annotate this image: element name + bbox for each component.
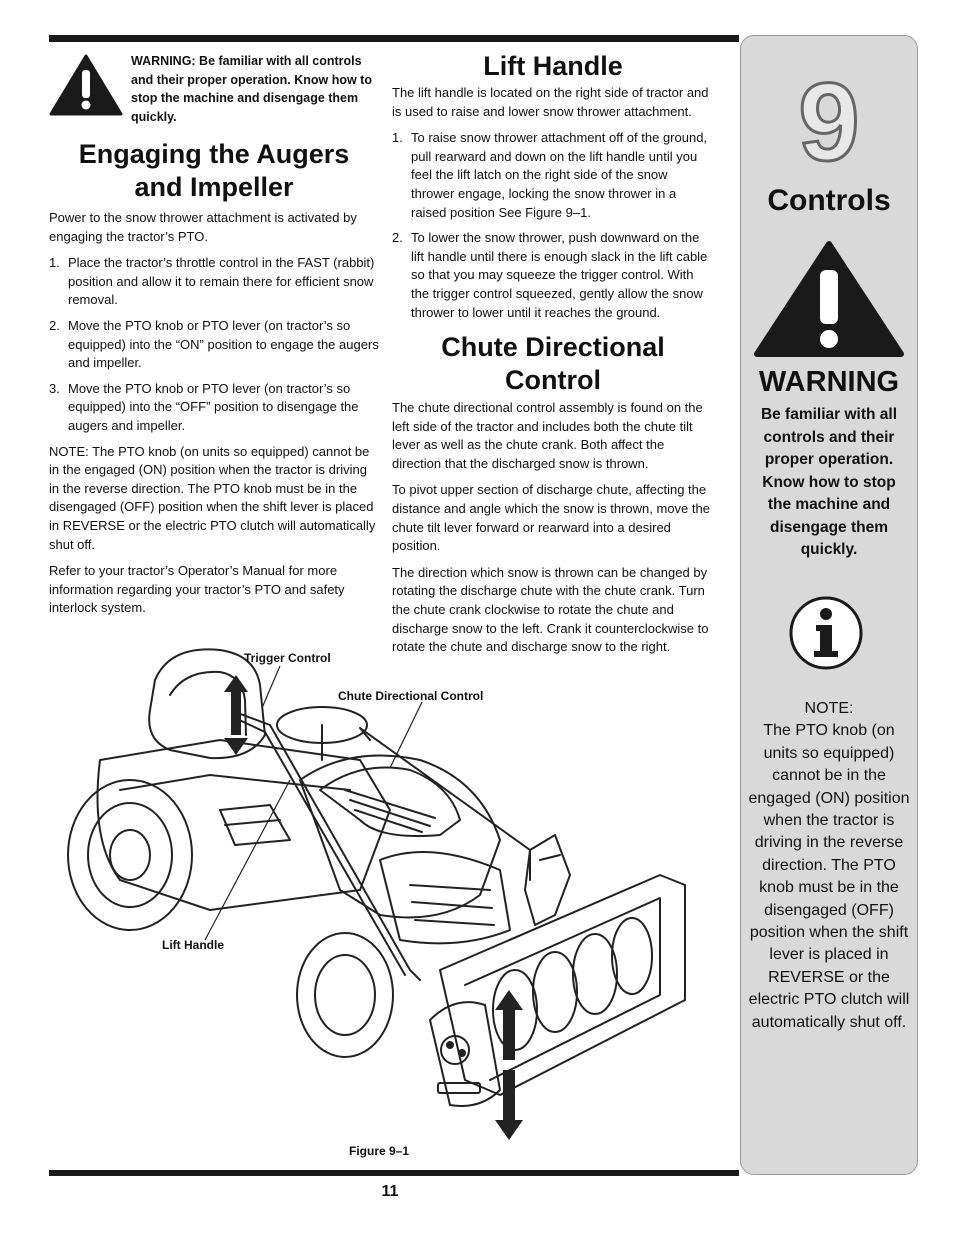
- lift-handle-title: Lift Handle: [483, 51, 623, 81]
- sidebar-note-label: NOTE:: [804, 700, 854, 717]
- lift-handle-body: [392, 84, 714, 329]
- engaging-title: [49, 138, 379, 204]
- step-text: Move the PTO knob or PTO lever (on tractor’s so equipped) into the “ON” position to engage the augers and impeller.: [68, 317, 379, 371]
- chute-title: [392, 331, 714, 397]
- sidebar-note-text: The PTO knob (on units so equipped) cannot be in the engaged (ON) position when the tractor is driving in the reverse direction. The PTO knob must be in the disengaged (OFF) position when the shift lever is placed in REVERSE or the electric PTO clutch will automatically shut off.: [748, 722, 910, 1031]
- sidebar-warning-title: WARNING: [758, 366, 900, 398]
- chute-p3: The direction which snow is thrown can be changed by rotating the discharge chute with the chute crank. Turn the chute crank clockwise to rotate the chute and discharge snow to the left. Crank it counterclockwise to rotate the chute and discharge snow to the right.: [392, 564, 709, 655]
- list-item: [49, 380, 379, 436]
- step-text: To lower the snow thrower, push downward on the lift handle until there is enough slack in the lift cable so that you may squeeze the trigger control. With the trigger control squeezed, gently allow the snow thrower to lower until it reaches the ground.: [411, 230, 708, 320]
- chapter-title: Controls: [767, 184, 891, 217]
- step-number: 1.: [392, 130, 403, 146]
- engaging-body: [49, 209, 379, 626]
- page-number: 11: [381, 1183, 399, 1200]
- warning-box-text: WARNING: Be familiar with all controls and their proper operation. Know how to stop the machine and disengage them quickly.: [131, 54, 372, 124]
- step-number: 1.: [49, 255, 60, 271]
- chute-title-line1: Chute Directional: [441, 332, 665, 362]
- engaging-title-line1: Engaging the Augers: [78, 139, 350, 169]
- chute-title-line2: Control: [505, 365, 601, 395]
- engaging-steps: [49, 254, 379, 435]
- step-text: Move the PTO knob or PTO lever (on tractor’s so equipped) into the “OFF” position to disengage the augers and impeller.: [68, 380, 359, 433]
- lift-handle-intro: The lift handle is located on the right side of tractor and is used to raise and lower snow thrower attachment.: [392, 85, 709, 119]
- warning-triangle-icon: [49, 54, 123, 116]
- step-text: To raise snow thrower attachment off of the ground, pull rearward and down on the lift handle until you feel the lift latch on the right side of the snow thrower engage, locking the snow thrower in a raised position See Figure 9–1.: [411, 130, 708, 220]
- engaging-note: NOTE: The PTO knob (on units so equipped) cannot be in the engaged (ON) position when the tractor is driving in the reverse direction. The PTO knob must be in the disengaged (OFF) position when the shift lever is placed in REVERSE or the electric PTO clutch will automatically shut off.: [49, 443, 376, 552]
- step-text: Place the tractor’s throttle control in the FAST (rabbit) position and allow it to remain there for efficient snow removal.: [68, 255, 375, 308]
- step-number: 2.: [49, 317, 60, 333]
- list-item: [49, 254, 379, 310]
- chute-body: [392, 399, 714, 665]
- step-number: 2.: [392, 230, 403, 246]
- sidebar-warning-text: Be familiar with all controls and their proper operation. Know how to stop the machine and disengage them quickly.: [760, 406, 898, 558]
- engaging-title-line2: and Impeller: [134, 172, 294, 202]
- top-rule: [49, 35, 739, 42]
- chapter-number: 9: [798, 61, 860, 184]
- tractor-snow-thrower-illustration: [60, 640, 730, 1150]
- list-item: [49, 317, 379, 373]
- info-icon: [788, 595, 864, 671]
- step-number: 3.: [49, 380, 60, 396]
- callout-trigger-control: Trigger Control: [244, 651, 331, 665]
- chute-p1: The chute directional control assembly is found on the left side of the tractor and includes both the chute tilt lever as well as the chute crank. Both affect the direction that the discharged snow is thrown.: [392, 400, 703, 471]
- bottom-rule: [49, 1170, 739, 1176]
- callout-lift-handle: Lift Handle: [162, 938, 224, 952]
- figure-caption: Figure 9–1: [349, 1144, 410, 1158]
- list-item: [392, 229, 714, 322]
- callout-chute-directional-control: Chute Directional Control: [338, 689, 484, 703]
- engaging-intro: Power to the snow thrower attachment is activated by engaging the tractor’s PTO.: [49, 210, 357, 244]
- sidebar-note: [748, 698, 910, 1034]
- chute-p2: To pivot upper section of discharge chute, affecting the distance and angle which the snow is thrown, move the chute tilt lever forward or rearward into a desired position.: [392, 482, 710, 554]
- list-item: [392, 129, 714, 222]
- engaging-refer: Refer to your tractor’s Operator’s Manual for more information regarding your tractor’s PTO and safety interlock system.: [49, 563, 345, 616]
- lift-handle-steps: [392, 129, 714, 322]
- warning-triangle-icon: [753, 240, 905, 358]
